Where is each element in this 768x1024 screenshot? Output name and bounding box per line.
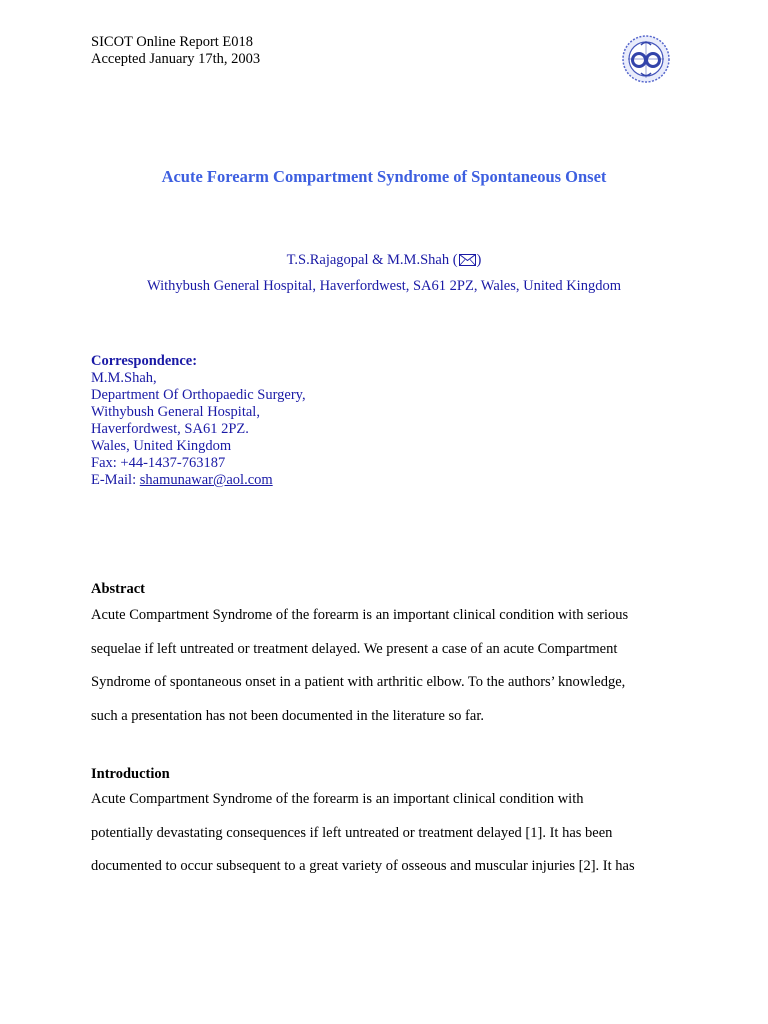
correspondence-line: Haverfordwest, SA61 2PZ.: [91, 421, 249, 437]
accepted-date: Accepted January 17th, 2003: [91, 51, 261, 67]
report-header: [91, 34, 260, 68]
affiliation: Withybush General Hospital, Haverfordwest, SA61 2PZ, Wales, United Kingdom: [147, 278, 621, 294]
correspondence-line: Withybush General Hospital,: [91, 404, 260, 420]
correspondence-line: Wales, United Kingdom: [91, 438, 232, 454]
envelope-icon[interactable]: [459, 254, 476, 271]
abstract-line: sequelae if left untreated or treatment delayed. We present a case of an acute Compartment: [91, 640, 618, 657]
abstract-section: [91, 581, 691, 733]
sicot-logo-icon: [619, 33, 673, 85]
email-line: [91, 472, 306, 489]
correspondence-line: Department Of Orthopaedic Surgery,: [91, 387, 306, 403]
author-names: T.S.Rajagopal & M.M.Shah (: [286, 252, 458, 268]
email-label: E-Mail:: [91, 472, 140, 488]
report-id: SICOT Online Report E018: [91, 34, 254, 50]
introduction-line: potentially devastating consequences if left untreated or treatment delayed [1]. It has been: [91, 824, 613, 841]
abstract-heading: Abstract: [91, 581, 145, 597]
authors-line: [0, 252, 768, 271]
introduction-heading: Introduction: [91, 766, 170, 782]
correspondence-line: Fax: +44-1437-763187: [91, 455, 226, 471]
introduction-line: Acute Compartment Syndrome of the forearm is an important clinical condition with: [91, 791, 584, 807]
correspondence-line: M.M.Shah,: [91, 370, 157, 386]
paper-title: Acute Forearm Compartment Syndrome of Spontaneous Onset: [161, 167, 607, 186]
introduction-line: documented to occur subsequent to a great variety of osseous and muscular injuries [2]. It has: [91, 858, 635, 874]
abstract-line: Acute Compartment Syndrome of the forearm is an important clinical condition with serious: [91, 607, 629, 623]
introduction-section: [91, 766, 691, 884]
abstract-line: Syndrome of spontaneous onset in a patient with arthritic elbow. To the authors’ knowledge,: [91, 674, 626, 690]
abstract-line: such a presentation has not been documented in the literature so far.: [91, 707, 484, 724]
correspondence-heading: Correspondence:: [91, 353, 198, 369]
email-link[interactable]: shamunawar@aol.com: [139, 472, 273, 488]
author-close-paren: ): [476, 252, 482, 268]
correspondence-block: [91, 353, 306, 489]
